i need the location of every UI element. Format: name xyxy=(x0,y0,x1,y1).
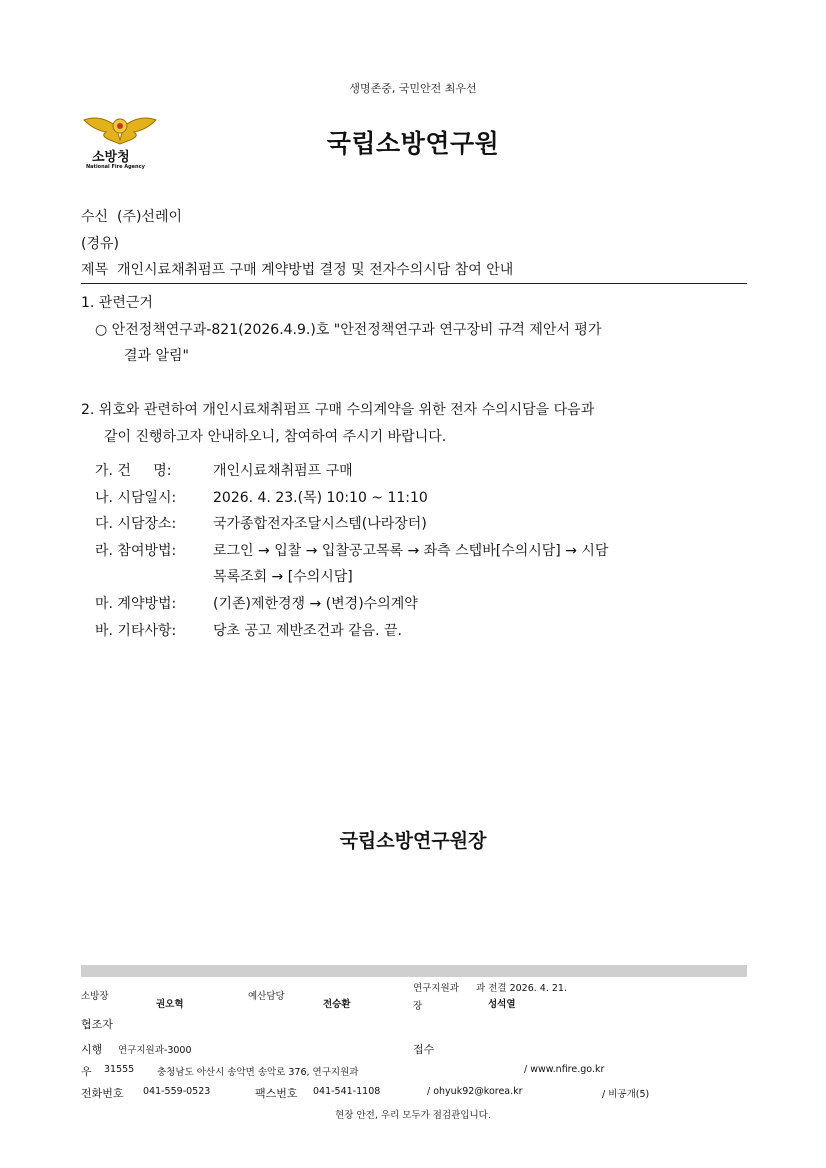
recipient-row xyxy=(81,206,182,226)
approver3-title-a: 연구지원과 xyxy=(413,983,459,994)
receive-label: 접수 xyxy=(413,1043,435,1056)
bottom-slogan: 현장 안전, 우리 모두가 점검관입니다. xyxy=(335,1110,491,1121)
approver3-prefix: 과 전결 2026. 4. 21. xyxy=(476,983,567,994)
detail-label: 마. 계약방법: xyxy=(95,596,177,612)
via-row: (경유) xyxy=(81,236,119,252)
detail-label: 라. 참여방법: xyxy=(95,543,177,559)
detail-label: 가. 건 명: xyxy=(95,463,172,479)
detail-label: 나. 시담일시: xyxy=(95,490,177,506)
detail-value: 2026. 4. 23.(목) 10:10 ~ 11:10 xyxy=(213,490,428,506)
postal-label: 우 xyxy=(81,1065,92,1078)
detail-value: (기존)제한경쟁 → (변경)수의계약 xyxy=(213,596,418,612)
organization-title: 국립소방연구원 xyxy=(326,129,500,158)
subject-row xyxy=(81,259,513,279)
detail-item xyxy=(95,514,427,534)
recipient-value: (주)선레이 xyxy=(116,209,182,225)
cooperator-label: 협조자 xyxy=(81,1018,113,1031)
approver1-name: 권오혁 xyxy=(156,999,184,1010)
subject-value: 개인시료채취펌프 구매 계약방법 결정 및 전자수의시담 참여 안내 xyxy=(116,262,514,278)
approver3-title-b: 장 xyxy=(413,1001,423,1012)
phone-label: 전화번호 xyxy=(81,1087,124,1100)
approver1-title: 소방장 xyxy=(81,991,109,1002)
logo-text: 소방청 xyxy=(92,150,130,165)
approver2-name: 전승환 xyxy=(323,999,351,1010)
footer-bar xyxy=(81,965,747,977)
detail-value: 국가종합전자조달시스템(나라장터) xyxy=(213,516,427,532)
detail-value: 개인시료채취펌프 구매 xyxy=(213,463,353,479)
section1-item-line1: ○ 안전정책연구과-821(2026.4.9.)호 "안전정책연구과 연구장비 규격 제안서 평가 xyxy=(95,322,602,338)
header-divider xyxy=(81,283,747,284)
address: 충청남도 아산시 송악면 송악로 376, 연구지원과 xyxy=(157,1067,359,1078)
detail-label: 다. 시담장소: xyxy=(95,516,177,532)
website: / www.nfire.go.kr xyxy=(524,1064,605,1075)
postal-code: 31555 xyxy=(104,1064,135,1075)
detail-item xyxy=(95,488,428,508)
detail-item xyxy=(95,541,608,561)
detail-item xyxy=(95,567,353,587)
approver3-name: 성석열 xyxy=(488,999,516,1010)
section2-line1: 2. 위호와 관련하여 개인시료채취펌프 구매 수의계약을 위한 전자 수의시담을 다음과 xyxy=(81,402,595,418)
detail-value: 로그인 → 입찰 → 입찰공고목록 → 좌측 스텝바[수의시담] → 시담 xyxy=(213,543,609,559)
section1-title: 1. 관련근거 xyxy=(81,295,153,311)
detail-item xyxy=(95,594,418,614)
approver2-title: 예산담당 xyxy=(248,991,285,1002)
recipient-label: 수신 xyxy=(81,209,109,225)
phone-value: 041-559-0523 xyxy=(143,1086,211,1097)
logo-subtext: National Fire Agency xyxy=(86,164,145,170)
detail-label: 바. 기타사항: xyxy=(95,623,177,639)
detail-item xyxy=(95,621,402,641)
fax-label: 팩스번호 xyxy=(255,1087,298,1100)
email: / ohyuk92@korea.kr xyxy=(427,1086,523,1097)
detail-value: 목록조회 → [수의시담] xyxy=(213,569,353,585)
header-slogan: 생명존중, 국민안전 최우선 xyxy=(349,82,477,95)
section2-line2: 같이 진행하고자 안내하오니, 참여하여 주시기 바랍니다. xyxy=(104,429,447,445)
signature-title: 국립소방연구원장 xyxy=(339,830,487,852)
detail-value: 당초 공고 제반조건과 같음. 끝. xyxy=(213,623,402,639)
subject-label: 제목 xyxy=(81,262,109,278)
detail-item xyxy=(95,461,353,481)
enforce-value: 연구지원과-3000 xyxy=(118,1045,192,1056)
section1-item-line2: 결과 알림" xyxy=(124,348,189,364)
fax-value: 041-541-1108 xyxy=(313,1086,381,1097)
disclosure: / 비공개(5) xyxy=(602,1089,650,1100)
enforce-label: 시행 xyxy=(81,1043,103,1056)
